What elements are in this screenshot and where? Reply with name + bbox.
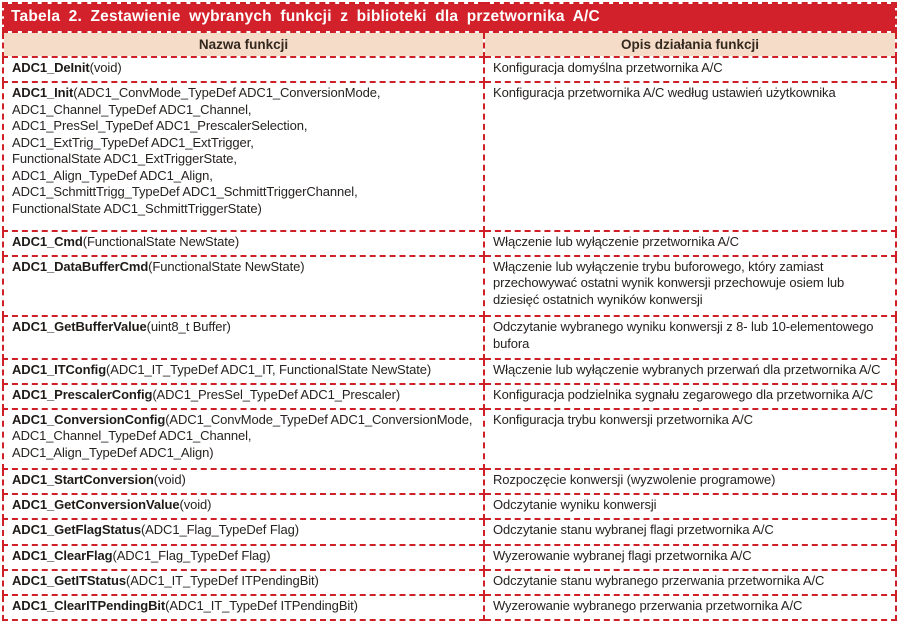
adc-function-table: [2, 2, 897, 621]
function-name: ADC1_GetITStatus: [12, 572, 126, 588]
function-signature: ADC1_Init(ADC1_ConvMode_TypeDef ADC1_ConversionMode, ADC1_Channel_TypeDef ADC1_Channel, ADC1_PresSel_TypeDef ADC1_PrescalerSelection, ADC1_ExtTrig_TypeDef ADC1_ExtTrigger, FunctionalState ADC1_ExtTriggerState, ADC1_Align_TypeDef ADC1_Align, ADC1_SchmittTrigg_TypeDef ADC1_SchmittTriggerChannel, FunctionalState ADC1_SchmittTriggerState): [3, 82, 484, 230]
table-row: [3, 595, 896, 620]
table-row: [3, 359, 896, 384]
function-description: Rozpoczęcie konwersji (wyzwolenie programowe): [484, 469, 896, 494]
table-body: [3, 57, 896, 620]
function-description: Konfiguracja domyślna przetwornika A/C: [484, 57, 896, 82]
function-description: Włączenie lub wyłączenie przetwornika A/C: [484, 231, 896, 256]
function-description: Odczytanie wyniku konwersji: [484, 494, 896, 519]
function-signature: ADC1_GetFlagStatus(ADC1_Flag_TypeDef Flag): [3, 519, 484, 544]
table-row: [3, 384, 896, 409]
table-row: [3, 469, 896, 494]
function-name: ADC1_Cmd: [12, 233, 83, 249]
function-name: ADC1_DataBufferCmd: [12, 258, 149, 274]
table-row: [3, 316, 896, 359]
function-signature: ADC1_ClearITPendingBit(ADC1_IT_TypeDef ITPendingBit): [3, 595, 484, 620]
function-signature: ADC1_ITConfig(ADC1_IT_TypeDef ADC1_IT, FunctionalState NewState): [3, 359, 484, 384]
function-name: ADC1_GetFlagStatus: [12, 522, 141, 538]
table-title-row: [3, 3, 896, 32]
function-description: Konfiguracja podzielnika sygnału zegarowego dla przetwornika A/C: [484, 384, 896, 409]
function-name: ADC1_GetConversionValue: [12, 497, 180, 513]
function-signature: ADC1_DeInit(void): [3, 57, 484, 82]
table-row: [3, 570, 896, 595]
function-description: Odczytanie stanu wybranej flagi przetwornika A/C: [484, 519, 896, 544]
function-name: ADC1_ClearFlag: [12, 547, 113, 563]
function-signature: ADC1_StartConversion(void): [3, 469, 484, 494]
function-description: Konfiguracja przetwornika A/C według ustawień użytkownika: [484, 82, 896, 230]
table-row: [3, 519, 896, 544]
function-signature: ADC1_DataBufferCmd(FunctionalState NewState): [3, 256, 484, 316]
table-row: [3, 409, 896, 469]
table-title: Tabela 2. Zestawienie wybranych funkcji z biblioteki dla przetwornika A/C: [3, 3, 896, 32]
function-signature: ADC1_GetConversionValue(void): [3, 494, 484, 519]
function-signature: ADC1_GetITStatus(ADC1_IT_TypeDef ITPendingBit): [3, 570, 484, 595]
table-row: [3, 57, 896, 82]
table-row: [3, 82, 896, 230]
table-row: [3, 494, 896, 519]
function-description: Wyzerowanie wybranego przerwania przetwornika A/C: [484, 595, 896, 620]
table-header-row: [3, 32, 896, 57]
table-row: [3, 545, 896, 570]
function-name: ADC1_PrescalerConfig: [12, 386, 153, 402]
function-name: ADC1_ConversionConfig: [12, 411, 166, 427]
function-description: Wyzerowanie wybranej flagi przetwornika A/C: [484, 545, 896, 570]
function-name: ADC1_StartConversion: [12, 472, 154, 488]
function-name: ADC1_ClearITPendingBit: [12, 597, 166, 613]
function-name: ADC1_ITConfig: [12, 361, 107, 377]
function-description: Konfiguracja trybu konwersji przetwornika A/C: [484, 409, 896, 469]
table-row: [3, 256, 896, 316]
function-name: ADC1_GetBufferValue: [12, 319, 147, 335]
column-header-function-description: Opis działania funkcji: [484, 32, 896, 57]
table-row: [3, 231, 896, 256]
function-signature: ADC1_PrescalerConfig(ADC1_PresSel_TypeDef ADC1_Prescaler): [3, 384, 484, 409]
function-name: ADC1_DeInit: [12, 60, 90, 75]
function-description: Odczytanie stanu wybranego przerwania przetwornika A/C: [484, 570, 896, 595]
function-signature: ADC1_ConversionConfig(ADC1_ConvMode_TypeDef ADC1_ConversionMode, ADC1_Channel_TypeDef ADC1_Channel, ADC1_Align_TypeDef ADC1_Align): [3, 409, 484, 469]
function-description: Włączenie lub wyłączenie trybu buforowego, który zamiast przechowywać ostatni wynik konwersji przechowuje osiem lub dziesięć ostatnich wyników konwersji: [484, 256, 896, 316]
function-description: Odczytanie wybranego wyniku konwersji z 8- lub 10-elementowego bufora: [484, 316, 896, 359]
function-description: Włączenie lub wyłączenie wybranych przerwań dla przetwornika A/C: [484, 359, 896, 384]
function-signature: ADC1_ClearFlag(ADC1_Flag_TypeDef Flag): [3, 545, 484, 570]
function-signature: ADC1_Cmd(FunctionalState NewState): [3, 231, 484, 256]
function-signature: ADC1_GetBufferValue(uint8_t Buffer): [3, 316, 484, 359]
column-header-function-name: Nazwa funkcji: [3, 32, 484, 57]
function-name: ADC1_Init: [12, 85, 74, 101]
